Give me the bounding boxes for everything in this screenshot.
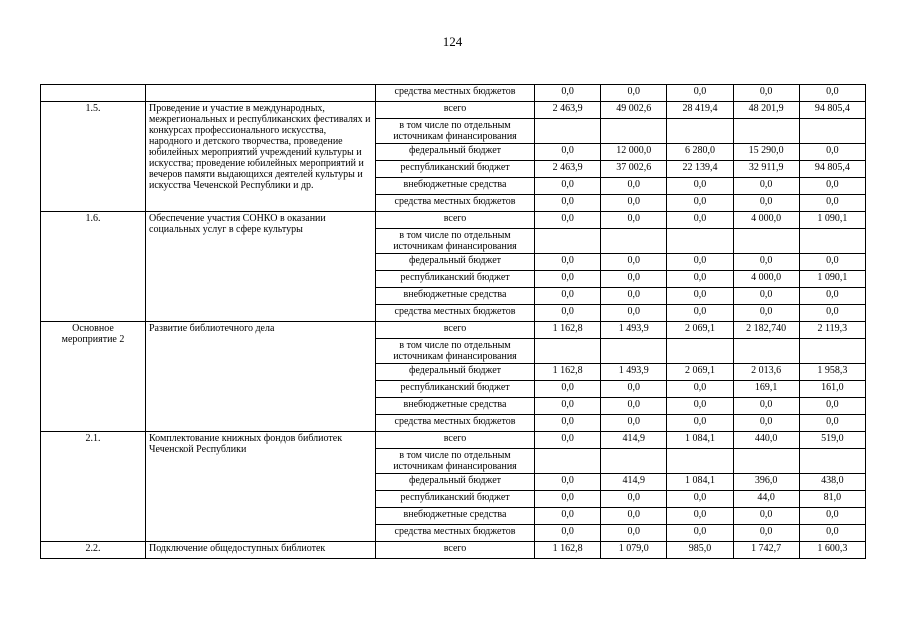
amount-cell: 1 079,0 [601, 542, 667, 559]
amount-cell [733, 119, 799, 144]
funding-source: внебюджетные средства [376, 508, 535, 525]
amount-cell: 0,0 [667, 195, 733, 212]
amount-cell: 985,0 [667, 542, 733, 559]
amount-cell: 0,0 [601, 254, 667, 271]
amount-cell: 0,0 [799, 525, 865, 542]
amount-cell: 94 805,4 [799, 161, 865, 178]
amount-cell: 0,0 [667, 381, 733, 398]
amount-cell: 1 493,9 [601, 364, 667, 381]
amount-cell [535, 119, 601, 144]
amount-cell: 0,0 [667, 525, 733, 542]
table-row [41, 322, 866, 339]
amount-cell: 0,0 [535, 178, 601, 195]
amount-cell: 0,0 [667, 288, 733, 305]
amount-cell: 0,0 [799, 254, 865, 271]
funding-source: республиканский бюджет [376, 381, 535, 398]
amount-cell [667, 229, 733, 254]
funding-source: внебюджетные средства [376, 288, 535, 305]
amount-cell [799, 229, 865, 254]
amount-cell: 0,0 [667, 212, 733, 229]
activity-code: 1.6. [41, 212, 146, 322]
page-number: 124 [442, 34, 463, 49]
activity-code: 2.2. [41, 542, 146, 559]
amount-cell: 0,0 [733, 508, 799, 525]
amount-cell: 0,0 [799, 508, 865, 525]
amount-cell: 0,0 [601, 212, 667, 229]
amount-cell: 0,0 [535, 288, 601, 305]
funding-source: в том числе по отдельным источникам финансирования [376, 229, 535, 254]
amount-cell: 0,0 [799, 288, 865, 305]
amount-cell [799, 119, 865, 144]
amount-cell: 2 069,1 [667, 364, 733, 381]
amount-cell [535, 229, 601, 254]
amount-cell: 0,0 [733, 525, 799, 542]
amount-cell: 0,0 [799, 305, 865, 322]
activity-name: Обеспечение участия СОНКО в оказании социальных услуг в сфере культуры [146, 212, 376, 322]
amount-cell: 0,0 [535, 305, 601, 322]
activity-name: Проведение и участие в международных, межрегиональных и республиканских фестивалях и конкурсах профессионального искусства, народного и детского творчества, проведение юбилейных мероприятий учреждений культуры и искусства; проведение юбилейных мероприятий и вечеров памяти выдающихся деятелей культуры и искусства Чеченской Республики и др. [146, 102, 376, 212]
funding-source: всего [376, 432, 535, 449]
table-row [41, 212, 866, 229]
activity-code: 1.5. [41, 102, 146, 212]
budget-table [40, 84, 866, 559]
activity-code: Основное мероприятие 2 [41, 322, 146, 432]
amount-cell: 0,0 [601, 271, 667, 288]
funding-source: республиканский бюджет [376, 491, 535, 508]
amount-cell: 161,0 [799, 381, 865, 398]
amount-cell: 0,0 [535, 381, 601, 398]
amount-cell: 2 182,740 [733, 322, 799, 339]
funding-source: в том числе по отдельным источникам финансирования [376, 119, 535, 144]
funding-source: федеральный бюджет [376, 144, 535, 161]
amount-cell: 0,0 [799, 415, 865, 432]
amount-cell: 28 419,4 [667, 102, 733, 119]
amount-cell: 0,0 [733, 254, 799, 271]
funding-source: средства местных бюджетов [376, 85, 535, 102]
amount-cell: 2 069,1 [667, 322, 733, 339]
amount-cell: 414,9 [601, 432, 667, 449]
amount-cell: 0,0 [667, 85, 733, 102]
amount-cell: 0,0 [535, 398, 601, 415]
amount-cell: 396,0 [733, 474, 799, 491]
amount-cell: 414,9 [601, 474, 667, 491]
amount-cell: 0,0 [601, 491, 667, 508]
amount-cell: 1 600,3 [799, 542, 865, 559]
amount-cell: 0,0 [733, 305, 799, 322]
amount-cell: 0,0 [601, 525, 667, 542]
amount-cell: 4 000,0 [733, 212, 799, 229]
activity-name: Комплектование книжных фондов библиотек Чеченской Республики [146, 432, 376, 542]
amount-cell: 0,0 [535, 432, 601, 449]
funding-source: всего [376, 322, 535, 339]
amount-cell: 1 162,8 [535, 364, 601, 381]
funding-source: средства местных бюджетов [376, 195, 535, 212]
amount-cell: 0,0 [535, 144, 601, 161]
amount-cell: 1 493,9 [601, 322, 667, 339]
amount-cell: 0,0 [799, 195, 865, 212]
amount-cell: 0,0 [667, 254, 733, 271]
amount-cell [733, 339, 799, 364]
amount-cell: 0,0 [733, 398, 799, 415]
amount-cell: 94 805,4 [799, 102, 865, 119]
amount-cell: 0,0 [733, 85, 799, 102]
amount-cell: 0,0 [799, 144, 865, 161]
funding-source: федеральный бюджет [376, 254, 535, 271]
amount-cell: 0,0 [667, 271, 733, 288]
amount-cell: 0,0 [667, 508, 733, 525]
funding-source: федеральный бюджет [376, 474, 535, 491]
funding-source: внебюджетные средства [376, 398, 535, 415]
amount-cell [535, 339, 601, 364]
amount-cell: 15 290,0 [733, 144, 799, 161]
amount-cell: 0,0 [601, 85, 667, 102]
amount-cell: 1 742,7 [733, 542, 799, 559]
amount-cell: 0,0 [667, 415, 733, 432]
amount-cell: 0,0 [535, 508, 601, 525]
budget-table-body [41, 85, 866, 559]
table-row [41, 432, 866, 449]
funding-source: в том числе по отдельным источникам финансирования [376, 339, 535, 364]
amount-cell: 0,0 [601, 415, 667, 432]
activity-name: Подключение общедоступных библиотек [146, 542, 376, 559]
amount-cell: 0,0 [535, 525, 601, 542]
amount-cell: 37 002,6 [601, 161, 667, 178]
amount-cell: 0,0 [601, 178, 667, 195]
amount-cell [733, 449, 799, 474]
amount-cell: 0,0 [799, 398, 865, 415]
amount-cell: 12 000,0 [601, 144, 667, 161]
amount-cell: 0,0 [535, 474, 601, 491]
funding-source: федеральный бюджет [376, 364, 535, 381]
amount-cell: 438,0 [799, 474, 865, 491]
amount-cell [601, 449, 667, 474]
amount-cell: 0,0 [535, 415, 601, 432]
amount-cell [601, 339, 667, 364]
amount-cell: 0,0 [601, 508, 667, 525]
activity-name [146, 85, 376, 102]
amount-cell: 22 139,4 [667, 161, 733, 178]
amount-cell: 0,0 [535, 212, 601, 229]
funding-source: всего [376, 542, 535, 559]
amount-cell: 1 162,8 [535, 542, 601, 559]
amount-cell: 1 090,1 [799, 212, 865, 229]
activity-name: Развитие библиотечного дела [146, 322, 376, 432]
amount-cell [667, 119, 733, 144]
amount-cell: 6 280,0 [667, 144, 733, 161]
amount-cell: 32 911,9 [733, 161, 799, 178]
amount-cell: 0,0 [733, 288, 799, 305]
amount-cell [601, 119, 667, 144]
amount-cell: 0,0 [733, 415, 799, 432]
amount-cell: 0,0 [601, 305, 667, 322]
funding-source: республиканский бюджет [376, 161, 535, 178]
amount-cell: 1 958,3 [799, 364, 865, 381]
funding-source: республиканский бюджет [376, 271, 535, 288]
amount-cell: 81,0 [799, 491, 865, 508]
amount-cell: 48 201,9 [733, 102, 799, 119]
amount-cell [733, 229, 799, 254]
amount-cell: 0,0 [601, 381, 667, 398]
amount-cell [667, 449, 733, 474]
amount-cell: 0,0 [667, 398, 733, 415]
activity-code [41, 85, 146, 102]
amount-cell: 2 013,6 [733, 364, 799, 381]
funding-source: внебюджетные средства [376, 178, 535, 195]
table-row [41, 85, 866, 102]
amount-cell: 2 463,9 [535, 161, 601, 178]
amount-cell: 0,0 [733, 178, 799, 195]
amount-cell: 0,0 [799, 85, 865, 102]
amount-cell: 0,0 [601, 195, 667, 212]
amount-cell: 0,0 [667, 178, 733, 195]
amount-cell: 1 090,1 [799, 271, 865, 288]
amount-cell [799, 339, 865, 364]
amount-cell: 2 463,9 [535, 102, 601, 119]
amount-cell: 1 084,1 [667, 474, 733, 491]
funding-source: средства местных бюджетов [376, 525, 535, 542]
amount-cell: 0,0 [733, 195, 799, 212]
amount-cell [535, 449, 601, 474]
amount-cell: 0,0 [535, 85, 601, 102]
amount-cell: 2 119,3 [799, 322, 865, 339]
amount-cell: 0,0 [667, 305, 733, 322]
table-row [41, 542, 866, 559]
amount-cell: 1 084,1 [667, 432, 733, 449]
amount-cell: 169,1 [733, 381, 799, 398]
amount-cell [799, 449, 865, 474]
amount-cell: 0,0 [601, 288, 667, 305]
amount-cell: 0,0 [535, 271, 601, 288]
amount-cell: 440,0 [733, 432, 799, 449]
funding-source: в том числе по отдельным источникам финансирования [376, 449, 535, 474]
amount-cell: 0,0 [535, 491, 601, 508]
amount-cell: 0,0 [799, 178, 865, 195]
table-row [41, 102, 866, 119]
amount-cell: 44,0 [733, 491, 799, 508]
amount-cell: 49 002,6 [601, 102, 667, 119]
amount-cell: 0,0 [535, 195, 601, 212]
funding-source: средства местных бюджетов [376, 305, 535, 322]
amount-cell [601, 229, 667, 254]
amount-cell [667, 339, 733, 364]
amount-cell: 519,0 [799, 432, 865, 449]
amount-cell: 0,0 [667, 491, 733, 508]
amount-cell: 0,0 [535, 254, 601, 271]
funding-source: всего [376, 212, 535, 229]
amount-cell: 4 000,0 [733, 271, 799, 288]
funding-source: всего [376, 102, 535, 119]
funding-source: средства местных бюджетов [376, 415, 535, 432]
amount-cell: 1 162,8 [535, 322, 601, 339]
activity-code: 2.1. [41, 432, 146, 542]
amount-cell: 0,0 [601, 398, 667, 415]
